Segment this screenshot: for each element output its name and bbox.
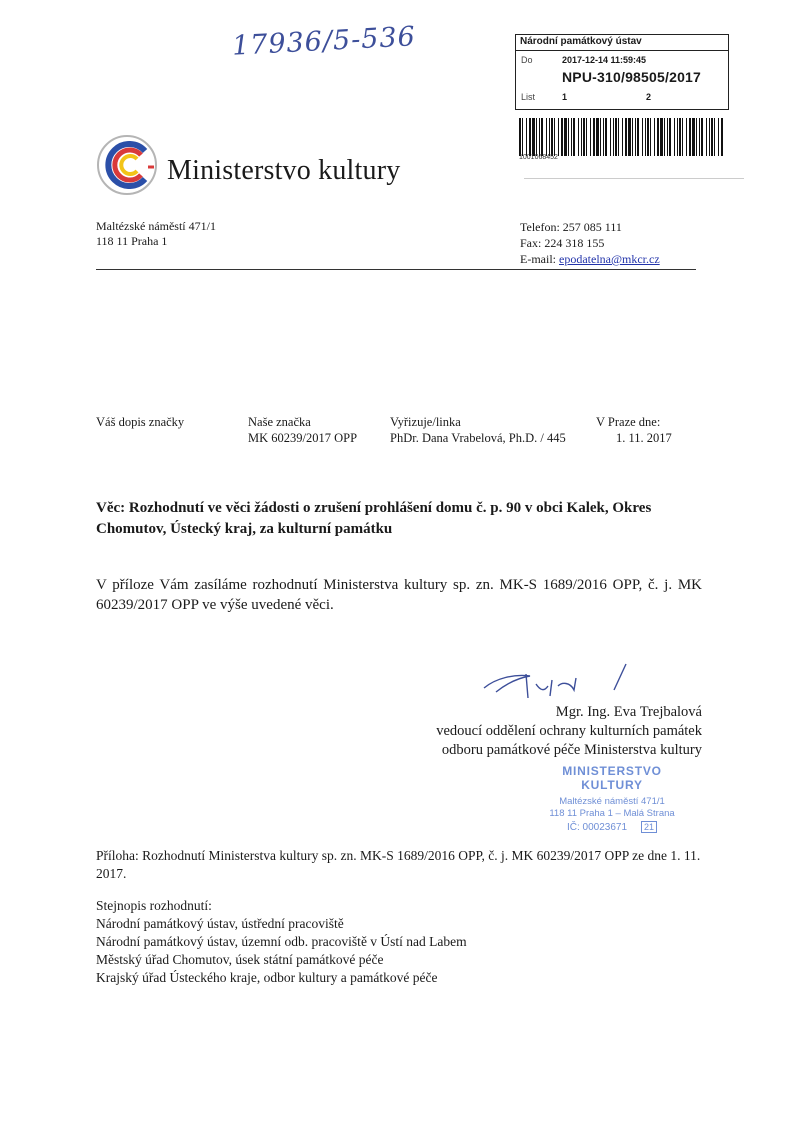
date: [596, 414, 672, 446]
contact-info: [520, 219, 660, 267]
our-ref-label: Naše značka: [248, 415, 311, 429]
barcode-number: 1001068452: [519, 154, 558, 161]
date-value: 1. 11. 2017: [616, 431, 672, 445]
stamp-line-1: Maltézské náměstí 471/1: [559, 796, 665, 807]
email-label: E-mail:: [520, 252, 559, 266]
registry-stamp: [515, 34, 729, 110]
registry-divider: [516, 50, 728, 51]
copies-heading: Stejnopis rozhodnutí:: [96, 898, 212, 913]
ministry-name: Ministerstvo kultury: [167, 155, 401, 186]
signer-role-2: odboru památkové péče Ministerstva kultury: [441, 742, 702, 758]
barcode: [519, 118, 723, 156]
ministry-logo: [96, 134, 158, 196]
copies-list: [96, 897, 467, 987]
signer-block: [380, 703, 702, 760]
stamp-ico: IČ: 00023671: [566, 822, 628, 833]
copy-item: Národní památkový ústav, územní odb. pracoviště v Ústí nad Labem: [96, 934, 467, 949]
address-line-1: Maltézské náměstí 471/1: [96, 219, 216, 233]
handwritten-reference: 17936/5-536: [231, 21, 417, 62]
fax: Fax: 224 318 155: [520, 236, 605, 250]
stamp-code: 21: [641, 821, 657, 833]
date-label: V Praze dne:: [596, 415, 661, 429]
our-ref-value: MK 60239/2017 OPP: [248, 431, 358, 445]
handwritten-signature: [466, 662, 636, 704]
copy-item: Městský úřad Chomutov, úsek státní památkové péče: [96, 952, 384, 967]
phone: Telefon: 257 085 111: [520, 220, 622, 234]
address-line-2: 118 11 Praha 1: [96, 234, 168, 248]
email-line: [520, 251, 660, 267]
signer-role-1: vedoucí oddělení ochrany kulturních památek: [436, 723, 702, 739]
header-rule: [96, 269, 696, 270]
ministry-stamp: [532, 764, 692, 833]
stamp-ico-row: [532, 821, 692, 833]
registry-do-label: Do: [521, 55, 533, 65]
copy-item: Krajský úřad Ústeckého kraje, odbor kultury a památkové péče: [96, 970, 438, 985]
registry-list-label: List: [521, 92, 536, 102]
divider-line: [524, 178, 744, 179]
copy-item: Národní památkový ústav, ústřední pracoviště: [96, 916, 344, 931]
subject: Věc: Rozhodnutí ve věci žádosti o zrušení prohlášení domu č. p. 90 v obci Kalek, Okres Chomutov, Ústecký kraj, za kulturní památku: [96, 500, 652, 537]
signer-name: Mgr. Ing. Eva Trejbalová: [555, 704, 702, 720]
stamp-title: MINISTERSTVO KULTURY: [562, 764, 662, 792]
registry-institution: Národní památkový ústav: [520, 36, 642, 47]
email-link[interactable]: epodatelna@mkcr.cz: [559, 252, 660, 266]
body-paragraph: V příloze Vám zasíláme rozhodnutí Ministerstva kultury sp. zn. MK-S 1689/2016 OPP, č. j. MK 60239/2017 OPP ve výše uvedené věci.: [96, 577, 702, 613]
attachment-note: Příloha: Rozhodnutí Ministerstva kultury sp. zn. MK-S 1689/2016 OPP, č. j. MK 60239/2017 OPP ze dne 1. 11. 2017.: [96, 848, 701, 881]
handled-value: PhDr. Dana Vrabelová, Ph.D. / 445: [390, 431, 566, 445]
sender-address: [96, 219, 216, 249]
your-ref-label: Váš dopis značky: [96, 415, 185, 429]
stamp-line-2: 118 11 Praha 1 – Malá Strana: [549, 808, 675, 819]
registry-list-value-2: 2: [646, 92, 652, 102]
registry-list-value-1: 1: [562, 92, 568, 102]
handled-by: [390, 414, 566, 446]
registry-number: NPU-310/98505/2017: [562, 69, 702, 85]
registry-datetime: 2017-12-14 11:59:45: [562, 55, 647, 65]
our-ref: [248, 414, 357, 446]
handled-label: Vyřizuje/linka: [390, 415, 461, 429]
